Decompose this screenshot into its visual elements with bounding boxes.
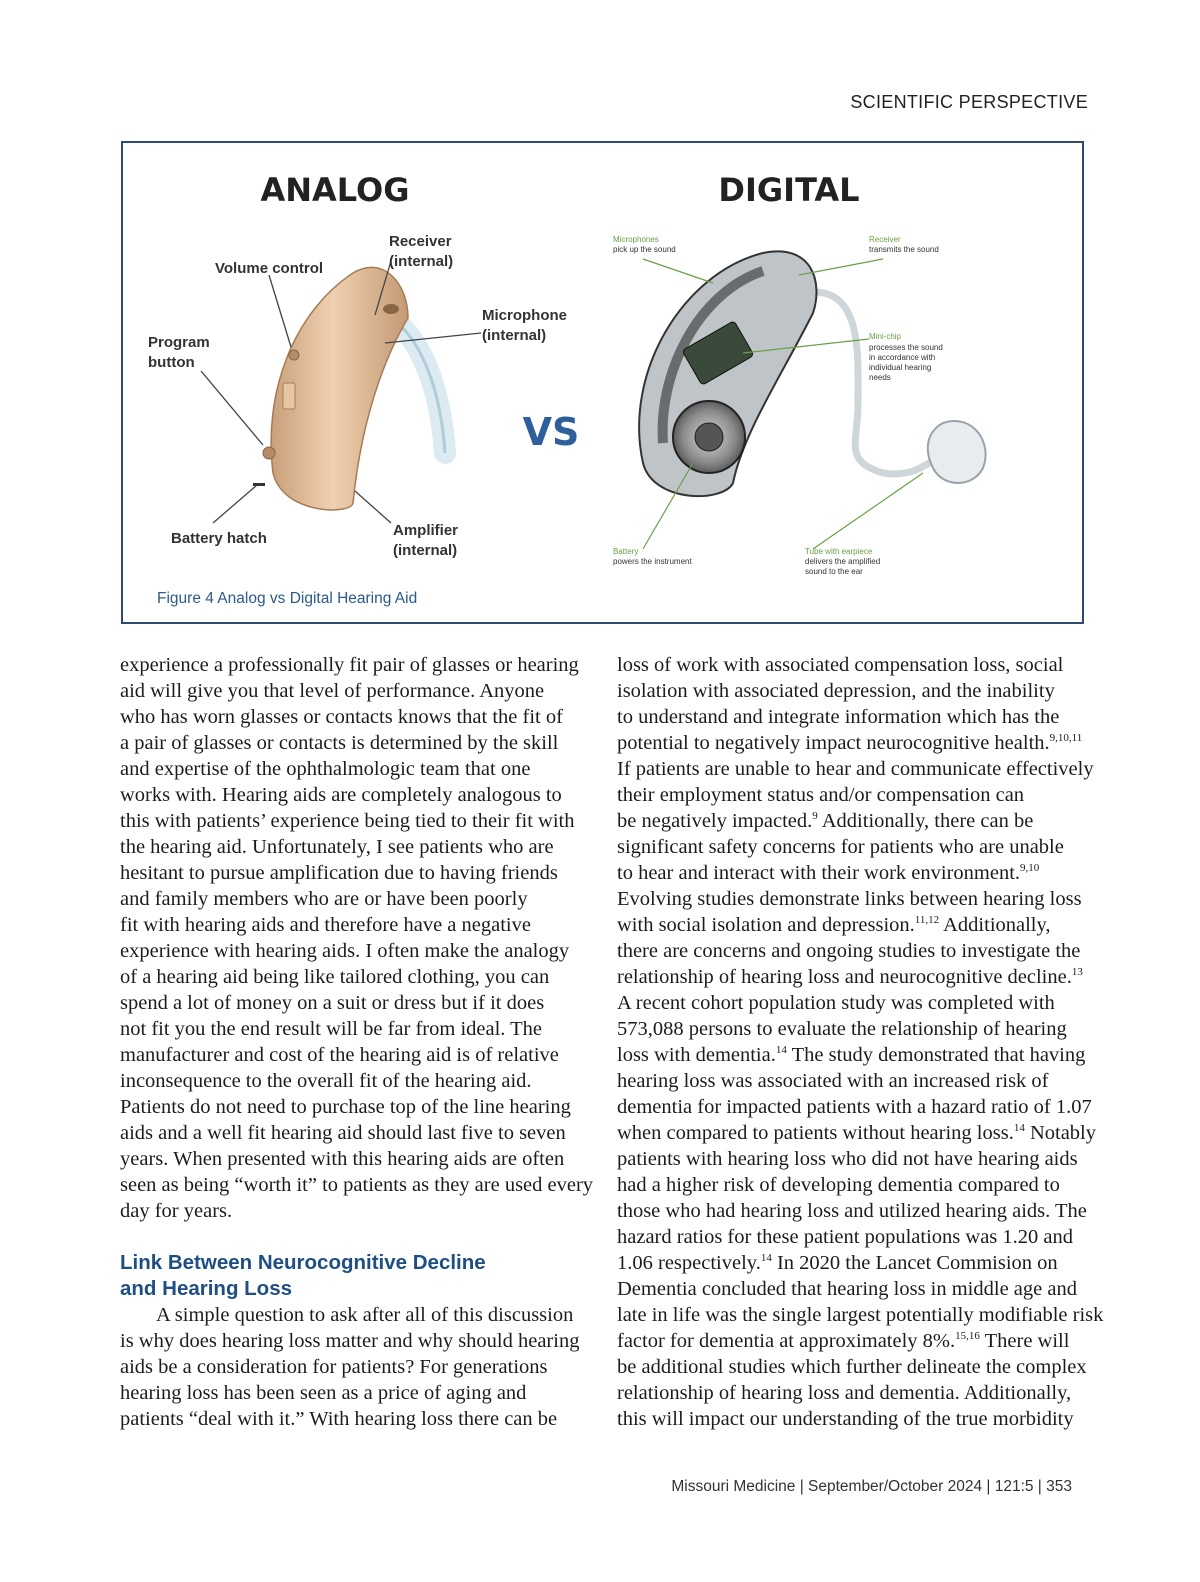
text-line: A simple question to ask after all of this discussion — [156, 1304, 574, 1326]
figure-caption: Figure 4 Analog vs Digital Hearing Aid — [157, 590, 418, 607]
label-minichip-desc-1: processes the sound — [869, 343, 943, 352]
text-line: a pair of glasses or contacts is determined by the skill — [120, 732, 559, 754]
section-heading — [120, 1250, 598, 1302]
text-line: 573,088 persons to evaluate the relationship of hearing — [617, 1018, 1067, 1040]
text-line: patients with hearing loss who did not have hearing aids — [617, 1148, 1078, 1170]
label-amplifier-1: Amplifier — [393, 522, 459, 539]
text-line: those who had hearing loss and utilized hearing aids. The — [617, 1200, 1087, 1222]
text-line: inconsequence to the overall fit of the hearing aid. — [120, 1070, 532, 1092]
label-receiver-2: (internal) — [389, 253, 454, 270]
text-fragment: potential to negatively impact neurocognitive health. — [617, 732, 1050, 754]
figure-analog-vs-digital — [121, 141, 1084, 624]
text-line: is why does hearing loss matter and why should hearing — [120, 1330, 580, 1352]
text-fragment: factor for dementia at approximately 8%. — [617, 1330, 956, 1352]
text-line — [617, 730, 1112, 756]
text-line: A recent cohort population study was completed with — [617, 992, 1055, 1014]
label-program-1: Program — [148, 334, 210, 351]
digital-hearing-aid — [639, 251, 985, 496]
text-fragment: loss with dementia. — [617, 1044, 776, 1066]
text-line: hazard ratios for these patient populations was 1.20 and — [617, 1226, 1073, 1248]
vs-label: VS — [522, 410, 580, 454]
text-line: not fit you the end result will be far from ideal. The — [120, 1018, 543, 1040]
text-fragment: relationship of hearing loss and neurocognitive decline. — [617, 966, 1072, 988]
text-line: who has worn glasses or contacts knows that the fit of — [120, 706, 563, 728]
analog-hearing-aid — [253, 267, 445, 510]
text-line: the hearing aid. Unfortunately, I see patients who are — [120, 836, 554, 858]
text-line: hearing loss was associated with an increased risk of — [617, 1070, 1049, 1092]
label-tube-desc-1: delivers the amplified — [805, 557, 881, 566]
text-fragment: The study demonstrated that having — [786, 1044, 1086, 1066]
text-line: this with patients’ experience being tied to their fit with — [120, 810, 575, 832]
text-line: to understand and integrate information which has the — [617, 706, 1060, 728]
text-line: years. When presented with this hearing aids are often — [120, 1148, 565, 1170]
text-line: of a hearing aid being like tailored clothing, you can — [120, 966, 550, 988]
citation: 9 — [812, 810, 818, 823]
label-battery-hatch: Battery hatch — [171, 530, 267, 547]
text-line: spend a lot of money on a suit or dress but if it does — [120, 992, 545, 1014]
label-microphone-1: Microphone — [482, 307, 567, 324]
label-program-2: button — [148, 354, 195, 371]
label-microphone-2: (internal) — [482, 327, 547, 344]
text-line: dementia for impacted patients with a hazard ratio of 1.07 — [617, 1096, 1092, 1118]
citation: 15,16 — [955, 1330, 980, 1343]
text-line: works with. Hearing aids are completely analogous to — [120, 784, 562, 806]
label-minichip-desc-3: individual hearing — [869, 363, 932, 372]
text-line — [617, 1250, 1112, 1276]
text-line: late in life was the single largest potentially modifiable risk — [617, 1304, 1104, 1326]
page-footer: Missouri Medicine | September/October 2024 | 121:5 | 353 — [671, 1478, 1072, 1495]
section-label: SCIENTIFIC PERSPECTIVE — [850, 92, 1088, 112]
text-line: significant safety concerns for patients who are unable — [617, 836, 1064, 858]
text-line: aid will give you that level of performance. Anyone — [120, 680, 545, 702]
label-minichip-desc-2: in accordance with — [869, 353, 936, 362]
text-line: manufacturer and cost of the hearing aid is of relative — [120, 1044, 559, 1066]
text-line — [617, 1120, 1112, 1146]
citation: 14 — [1013, 1122, 1025, 1135]
text-line — [617, 964, 1112, 990]
text-line — [617, 1042, 1112, 1068]
text-line — [617, 860, 1112, 886]
label-receiver-1: Receiver — [389, 233, 452, 250]
text-fragment: be negatively impacted. — [617, 810, 813, 832]
text-fragment: Additionally, there can be — [817, 810, 1034, 832]
right-column — [617, 652, 1112, 1432]
text-fragment: 1.06 respectively. — [617, 1252, 761, 1274]
citation: 14 — [775, 1044, 787, 1057]
text-line — [617, 1328, 1112, 1354]
text-line: seen as being “worth it” to patients as they are used every — [120, 1174, 594, 1196]
text-line: fit with hearing aids and therefore have a negative — [120, 914, 531, 936]
text-line: Dementia concluded that hearing loss in middle age and — [617, 1278, 1077, 1300]
label-battery-title: Battery — [613, 547, 639, 556]
text-line — [617, 808, 1112, 834]
text-line: this will impact our understanding of the true morbidity — [617, 1408, 1074, 1430]
citation: 13 — [1071, 966, 1083, 979]
label-minichip-desc-4: needs — [869, 373, 891, 382]
text-line: aids be a consideration for patients? For generations — [120, 1356, 548, 1378]
text-line: If patients are unable to hear and communicate effectively — [617, 758, 1094, 780]
citation: 9,10,11 — [1049, 732, 1083, 745]
digital-title: DIGITAL — [718, 171, 860, 209]
text-fragment: Additionally, — [939, 914, 1051, 936]
analog-title: ANALOG — [260, 171, 410, 209]
text-line: experience with hearing aids. I often make the analogy — [120, 940, 570, 962]
label-amplifier-2: (internal) — [393, 542, 458, 559]
citation: 14 — [760, 1252, 772, 1265]
text-line: loss of work with associated compensation loss, social — [617, 654, 1064, 676]
label-tube-title: Tube with earpiece — [805, 547, 873, 556]
left-column — [120, 652, 598, 1432]
text-fragment: with social isolation and depression. — [617, 914, 915, 936]
text-line — [617, 912, 1112, 938]
label-tube-desc-2: sound to the ear — [805, 567, 863, 576]
label-battery-desc: powers the instrument — [613, 557, 692, 566]
text-line: had a higher risk of developing dementia compared to — [617, 1174, 1060, 1196]
text-line: hearing loss has been seen as a price of aging and — [120, 1382, 527, 1404]
text-line: Patients do not need to purchase top of the line hearing — [120, 1096, 571, 1118]
text-line: and family members who are or have been poorly — [120, 888, 528, 910]
citation: 9,10 — [1020, 862, 1040, 875]
label-receiver-desc: transmits the sound — [869, 245, 939, 254]
heading-line-1: Link Between Neurocognitive Decline — [120, 1251, 486, 1274]
text-line: Evolving studies demonstrate links between hearing loss — [617, 888, 1082, 910]
citation: 11,12 — [914, 914, 940, 927]
left-paragraph-2 — [120, 1302, 598, 1432]
figure-illustration — [123, 143, 1083, 623]
text-fragment: when compared to patients without hearing loss. — [617, 1122, 1014, 1144]
text-line: isolation with associated depression, and the inability — [617, 680, 1055, 702]
text-line: relationship of hearing loss and dementia. Additionally, — [617, 1382, 1072, 1404]
label-microphones-desc: pick up the sound — [613, 245, 676, 254]
text-line: there are concerns and ongoing studies to investigate the — [617, 940, 1081, 962]
text-line: day for years. — [120, 1200, 233, 1222]
text-line: hesitant to pursue amplification due to having friends — [120, 862, 558, 884]
left-paragraph — [120, 652, 598, 1224]
text-fragment: There will — [979, 1330, 1070, 1352]
label-microphones-title: Microphones — [613, 235, 659, 244]
text-line: experience a professionally fit pair of glasses or hearing — [120, 654, 579, 676]
label-receiver-title: Receiver — [869, 235, 901, 244]
text-line: their employment status and/or compensation can — [617, 784, 1025, 806]
text-fragment: In 2020 the Lancet Commision on — [771, 1252, 1058, 1274]
text-line: aids and a well fit hearing aid should last five to seven — [120, 1122, 566, 1144]
text-fragment: to hear and interact with their work environment. — [617, 862, 1021, 884]
heading-line-2: and Hearing Loss — [120, 1277, 293, 1300]
label-volume-control: Volume control — [214, 260, 324, 277]
text-line: patients “deal with it.” With hearing loss there can be — [120, 1408, 558, 1430]
text-line: be additional studies which further delineate the complex — [617, 1356, 1087, 1378]
text-line: and expertise of the ophthalmologic team that one — [120, 758, 531, 780]
text-fragment: Notably — [1024, 1122, 1096, 1144]
label-minichip-title: Mini-chip — [869, 332, 902, 341]
